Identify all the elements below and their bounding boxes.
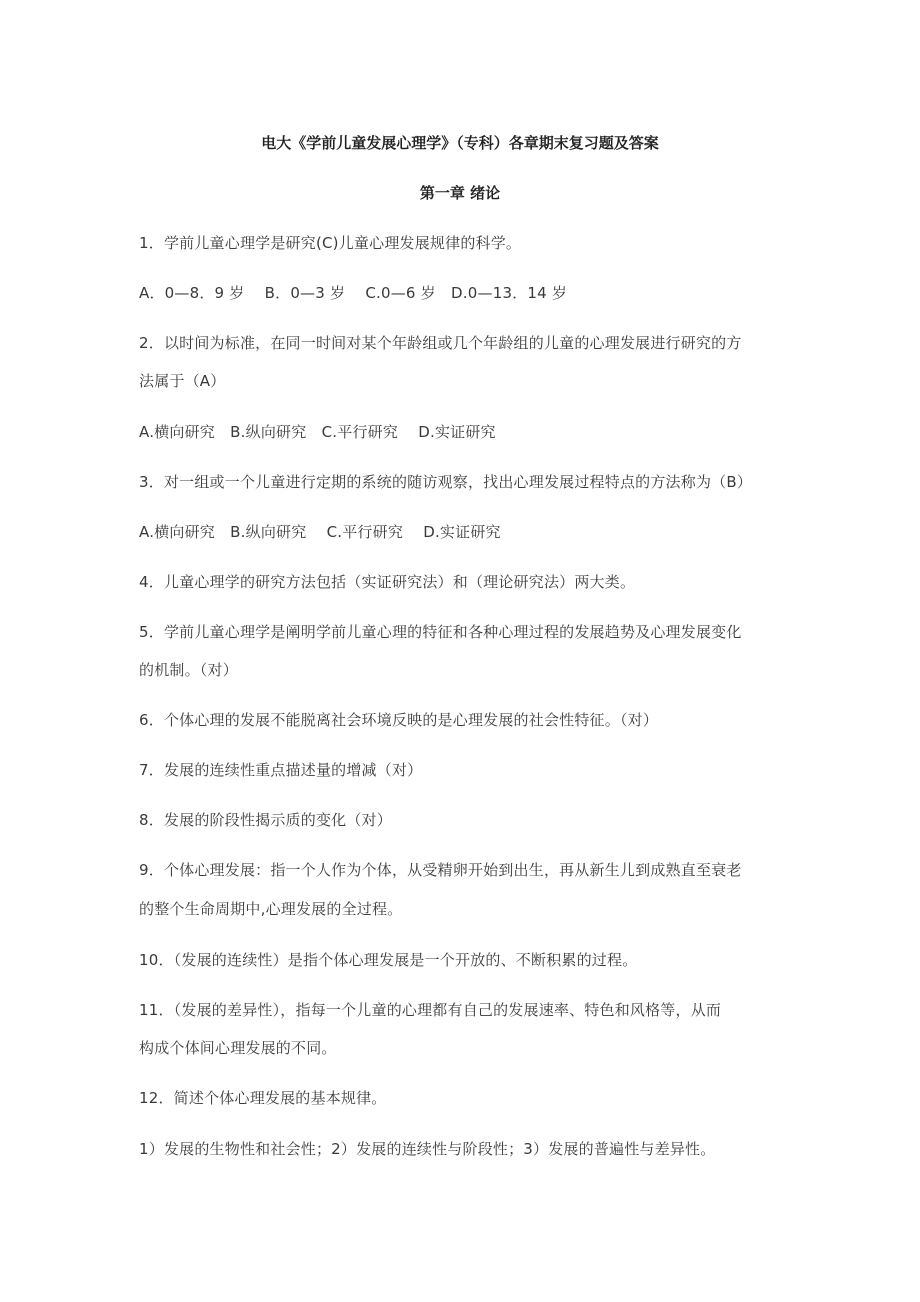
question-1-options: A．0—8．9 岁 B．0—3 岁 C.0—6 岁 D.0—13．14 岁 <box>139 284 568 302</box>
question-9: 9．个体心理发展：指一个人作为个体，从受精卵开始到出生，再从新生儿到成熟直至衰老 <box>139 861 742 879</box>
question-12-answer: 1）发展的生物性和社会性；2）发展的连续性与阶段性；3）发展的普遍性与差异性。 <box>139 1140 716 1158</box>
document-title: 电大《学前儿童发展心理学》（专科）各章期末复习题及答案 <box>261 134 659 152</box>
question-4: 4．儿童心理学的研究方法包括（实证研究法）和（理论研究法）两大类。 <box>139 573 636 591</box>
question-11-cont: 构成个体间心理发展的不同。 <box>139 1039 337 1057</box>
question-10: 10．（发展的连续性）是指个体心理发展是一个开放的、不断积累的过程。 <box>139 951 638 969</box>
question-2-cont: 法属于（A） <box>139 372 226 390</box>
chapter-heading: 第一章 绪论 <box>419 184 501 202</box>
question-7: 7．发展的连续性重点描述量的增减（对） <box>139 761 423 779</box>
question-3: 3．对一组或一个儿童进行定期的系统的随访观察，找出心理发展过程特点的方法称为（B） <box>139 473 753 491</box>
question-1: 1．学前儿童心理学是研究(C)儿童心理发展规律的科学。 <box>139 234 522 252</box>
question-5: 5．学前儿童心理学是阐明学前儿童心理的特征和各种心理过程的发展趋势及心理发展变化 <box>139 623 742 641</box>
question-2-options: A.横向研究 B.纵向研究 C.平行研究 D.实证研究 <box>139 423 496 441</box>
question-8: 8．发展的阶段性揭示质的变化（对） <box>139 811 392 829</box>
question-12: 12．简述个体心理发展的基本规律。 <box>139 1089 387 1107</box>
question-3-options: A.横向研究 B.纵向研究 C.平行研究 D.实证研究 <box>139 523 501 541</box>
question-2: 2．以时间为标准，在同一时间对某个年龄组或几个年龄组的儿童的心理发展进行研究的方 <box>139 334 742 352</box>
question-6: 6．个体心理的发展不能脱离社会环境反映的是心理发展的社会性特征。（对） <box>139 711 659 729</box>
question-5-cont: 的机制。（对） <box>139 661 238 679</box>
question-11: 11．（发展的差异性），指每一个儿童的心理都有自己的发展速率、特色和风格等，从而 <box>139 1001 722 1019</box>
question-9-cont: 的整个生命周期中,心理发展的全过程。 <box>139 900 403 918</box>
